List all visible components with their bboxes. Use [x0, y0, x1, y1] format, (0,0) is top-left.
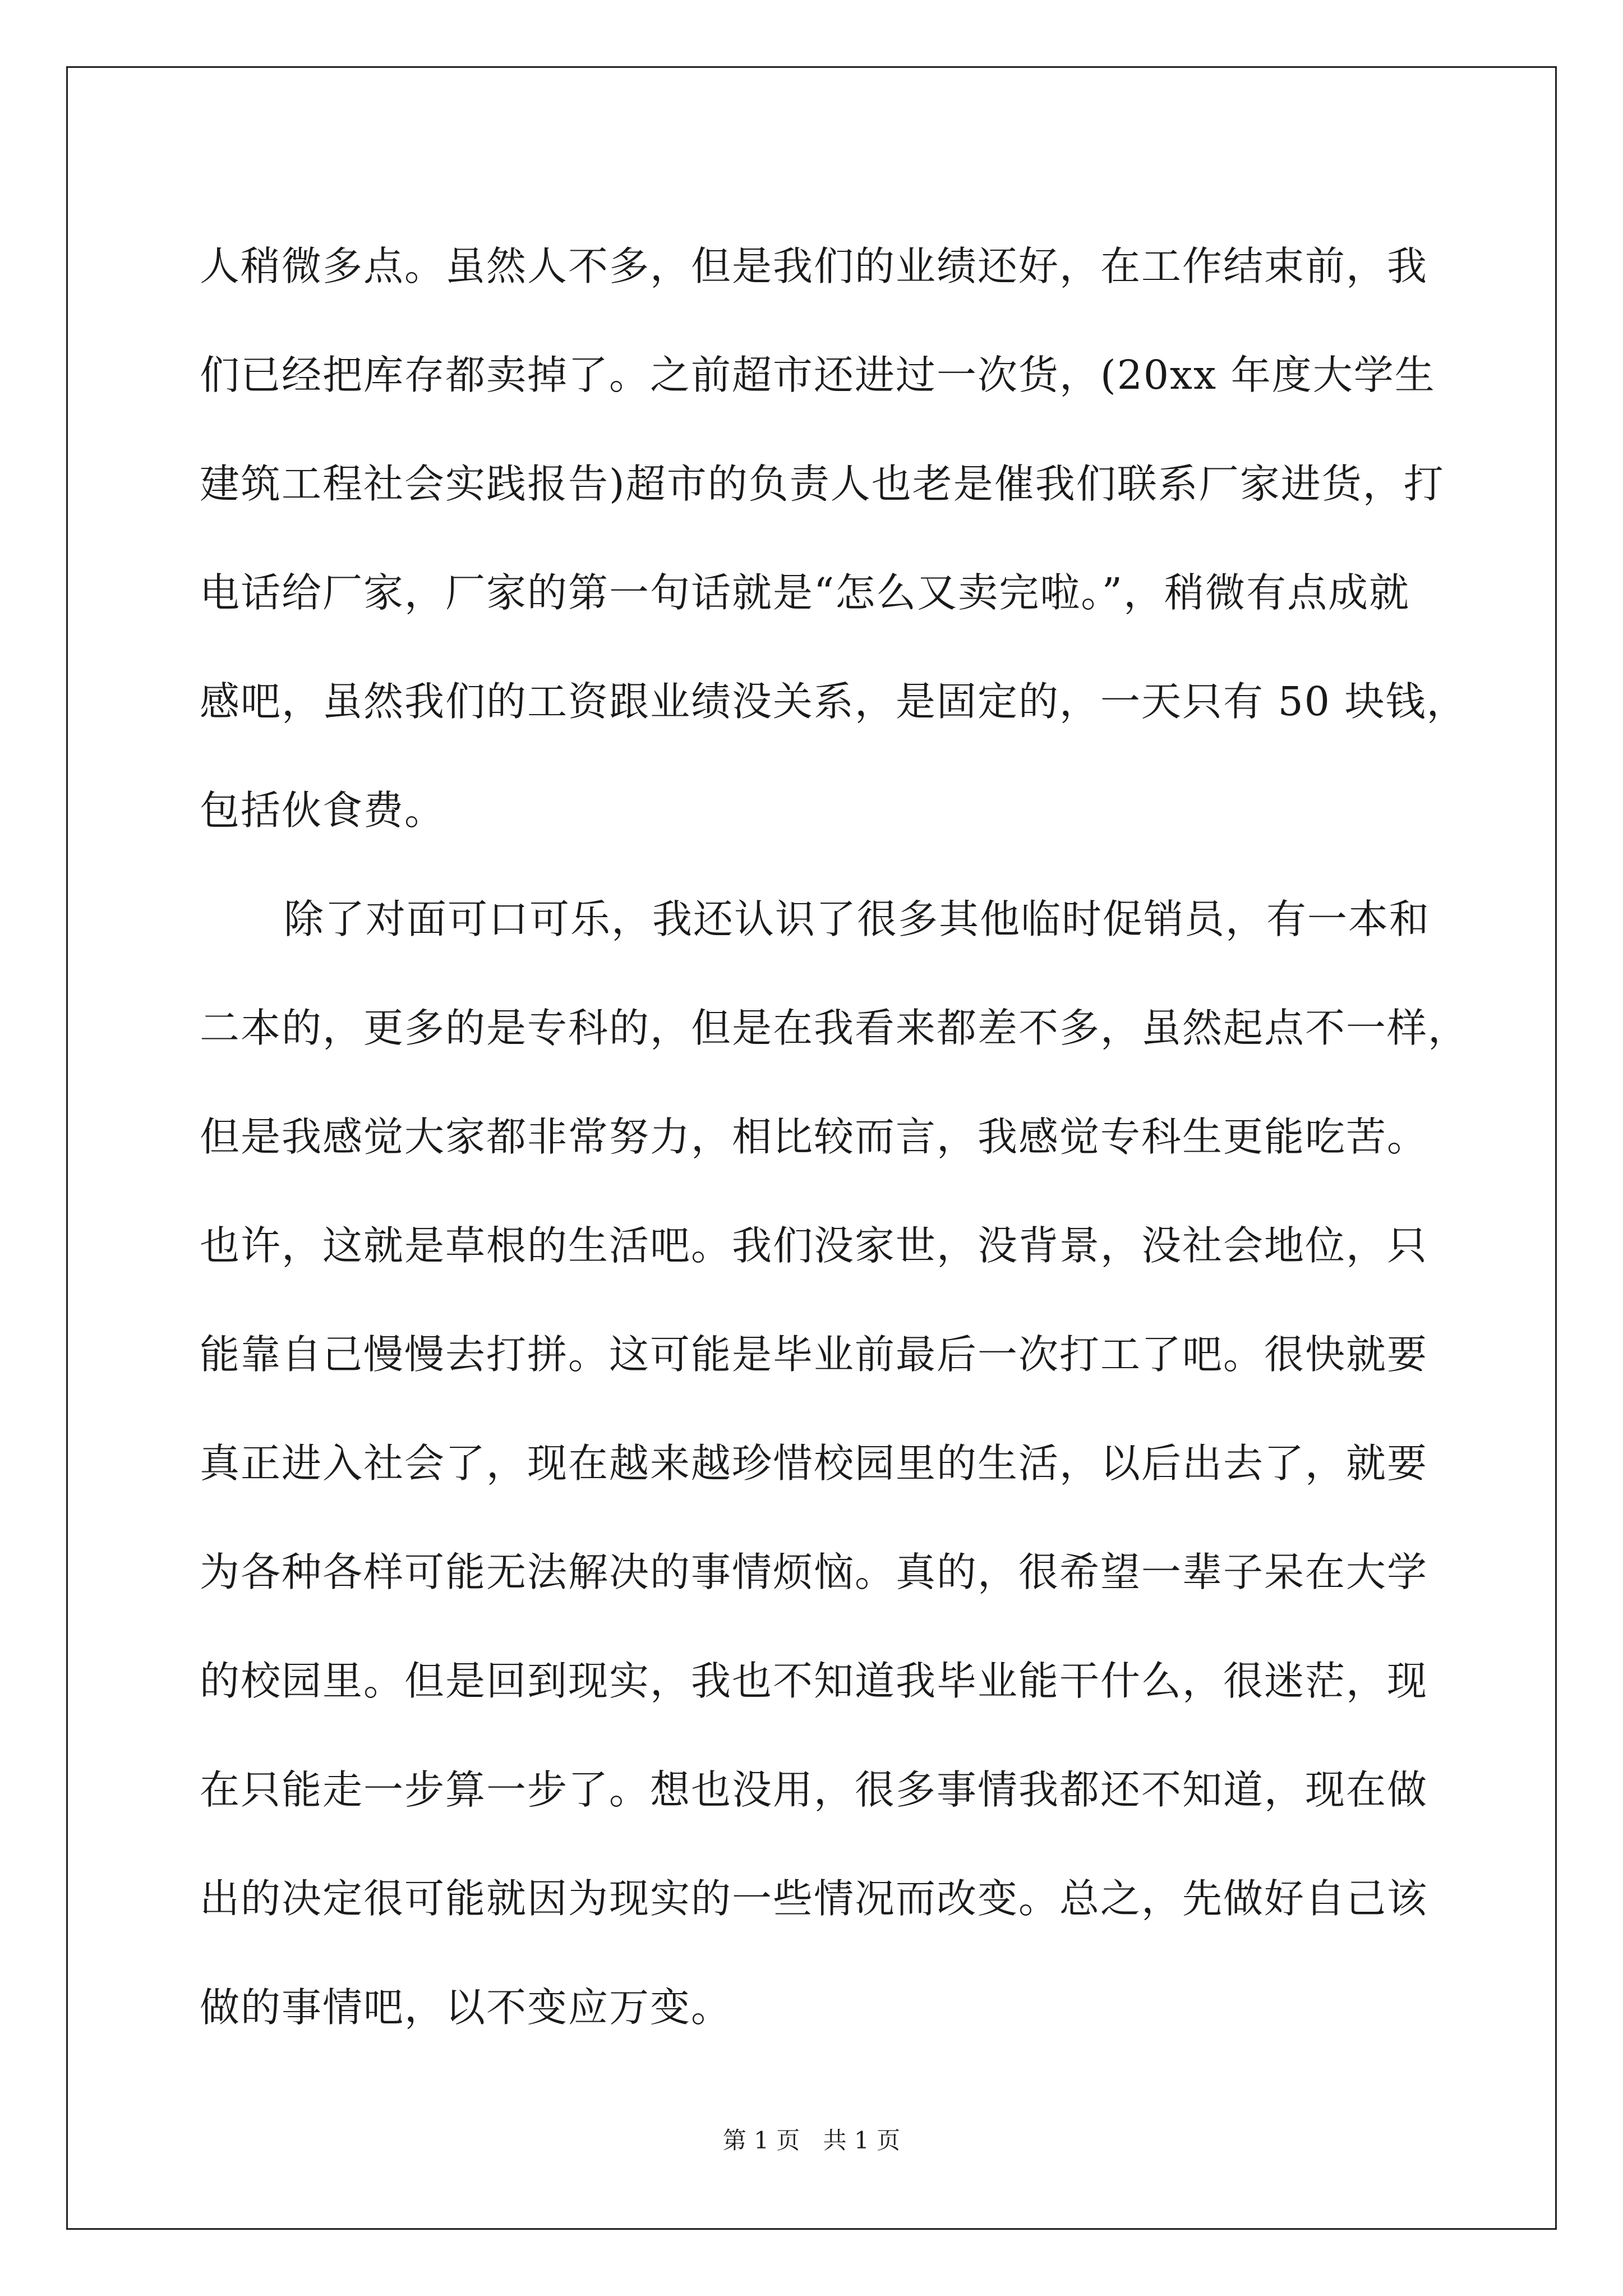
- text-line: 除了对面可口可乐，我还认识了很多其他临时促销员，有一本和: [284, 896, 1431, 942]
- page-footer: [0, 2124, 1623, 2157]
- page-number: 第 1 页: [722, 2127, 800, 2154]
- text-line: 出的决定很可能就因为现实的一些情况而改变。总之，先做好自己该: [200, 1875, 1428, 1922]
- paragraph: [200, 865, 1469, 2062]
- text-line: 建筑工程社会实践报告)超市的负责人也老是催我们联系厂家进货，打: [200, 461, 1445, 507]
- text-line: 真正进入社会了，现在越来越珍惜校园里的生活，以后出去了，就要: [200, 1440, 1428, 1487]
- text-line: 电话给厂家，厂家的第一句话就是“怎么又卖完啦。”，稍微有点成就: [200, 569, 1410, 616]
- text-line: 人稍微多点。虽然人不多，但是我们的业绩还好，在工作结束前，我: [200, 243, 1428, 289]
- paragraph: [200, 212, 1468, 865]
- text-line: 包括伙食费。: [200, 787, 446, 834]
- text-line: 在只能走一步算一步了。想也没用，很多事情我都还不知道，现在做: [200, 1766, 1428, 1813]
- text-line: 但是我感觉大家都非常努力，相比较而言，我感觉专科生更能吃苦。: [200, 1114, 1428, 1160]
- text-line: 感吧，虽然我们的工资跟业绩没关系，是固定的，一天只有 50 块钱，: [200, 678, 1468, 725]
- text-line: 为各种各样可能无法解决的事情烦恼。真的，很希望一辈子呆在大学: [200, 1549, 1428, 1595]
- text-line: 们已经把库存都卖掉了。之前超市还进过一次货，(20xx 年度大学生: [200, 352, 1436, 398]
- text-line: 能靠自己慢慢去打拼。这可能是毕业前最后一次打工了吧。很快就要: [200, 1331, 1428, 1378]
- text-line: 做的事情吧，以不变应万变。: [200, 1984, 732, 2031]
- text-line: 二本的，更多的是专科的，但是在我看来都差不多，虽然起点不一样，: [200, 1005, 1469, 1051]
- text-line: 也许，这就是草根的生活吧。我们没家世，没背景，没社会地位，只: [200, 1222, 1428, 1269]
- text-line: 的校园里。但是回到现实，我也不知道我毕业能干什么，很迷茫，现: [200, 1658, 1428, 1704]
- document-body: [200, 212, 1469, 2062]
- page-total: 共 1 页: [823, 2127, 901, 2154]
